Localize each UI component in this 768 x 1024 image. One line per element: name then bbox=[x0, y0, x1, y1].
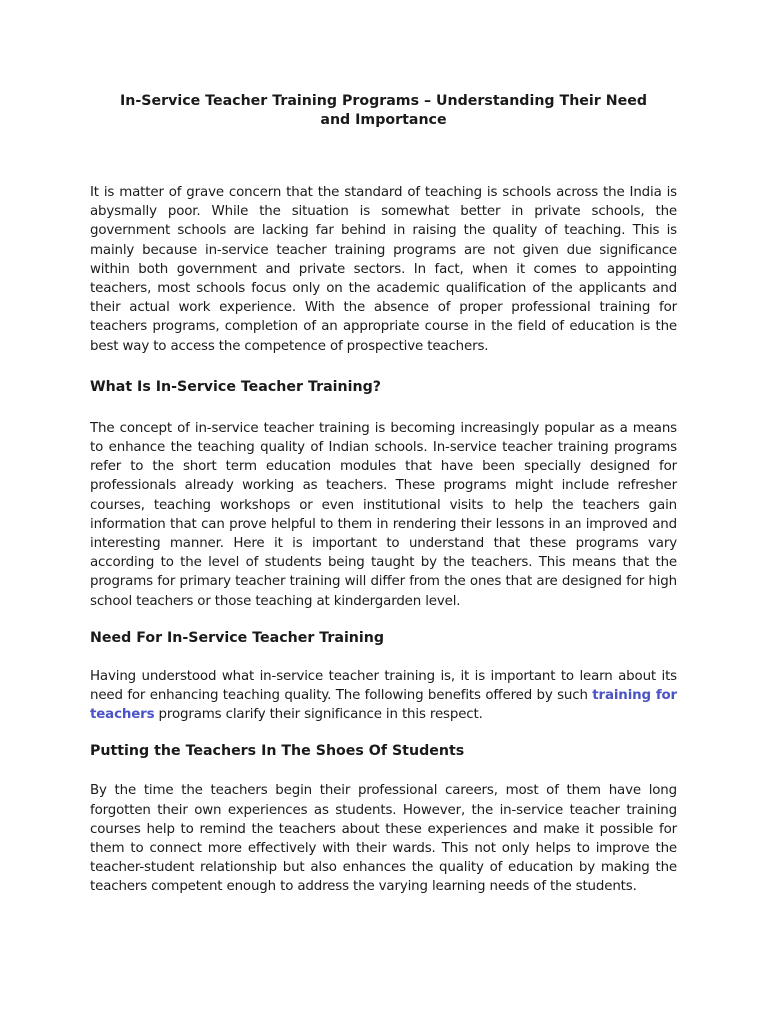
intro-paragraph: It is matter of grave concern that the standard of teaching is schools across the India is abysmally poor. While the situation is somewhat better in private schools, the government schools are lacking far behind in raising the quality of teaching. This is mainly because in-service teacher training programs are not given due significance within both government and private sectors. In fact, when it comes to appointing teachers, most schools focus only on the academic qualification of the applicants and their actual work experience. With the absence of proper professional training for teachers programs, completion of an appropriate course in the field of education is the best way to access the competence of prospective teachers. bbox=[90, 185, 677, 354]
section-heading-what-is: What Is In-Service Teacher Training? bbox=[90, 378, 381, 395]
paragraph-text-before-link: Having understood what in-service teacher training is, it is important to learn about its need for enhancing teaching quality. The following benefits offered by such bbox=[90, 668, 677, 704]
document-page bbox=[90, 92, 677, 897]
paragraph-text-after-link: programs clarify their significance in this respect. bbox=[154, 707, 483, 723]
section-paragraph-shoes-of-students: By the time the teachers begin their professional careers, most of them have long forgotten their own experiences as students. However, the in-service teacher training courses help to remind the teachers about these experiences and make it possible for them to connect more effectively with their wards. This not only helps to improve the teacher-student relationship but also enhances the quality of education by making the teachers competent enough to address the varying learning needs of the students. bbox=[90, 783, 677, 895]
section-paragraph-need-for bbox=[90, 667, 677, 725]
document-title: In-Service Teacher Training Programs – Understanding Their Need and Importance bbox=[119, 93, 647, 128]
section-paragraph-what-is: The concept of in-service teacher training is becoming increasingly popular as a means to enhance the teaching quality of Indian schools. In-service teacher training programs refer to the short term education modules that have been specially designed for professionals already working as teachers. These programs might include refresher courses, teaching workshops or even institutional visits to help the teachers gain information that can prove helpful to them in rendering their lessons in an improved and interesting manner. Here it is important to understand that these programs vary according to the level of students being taught by the teachers. This means that the programs for primary teacher training will differ from the ones that are designed for high school teachers or those teaching at kindergarden level. bbox=[90, 420, 677, 609]
section-heading-shoes-of-students: Putting the Teachers In The Shoes Of Students bbox=[90, 743, 465, 760]
section-heading-need-for: Need For In-Service Teacher Training bbox=[90, 629, 385, 646]
training-for-teachers-link[interactable]: training for teachers bbox=[90, 688, 677, 723]
